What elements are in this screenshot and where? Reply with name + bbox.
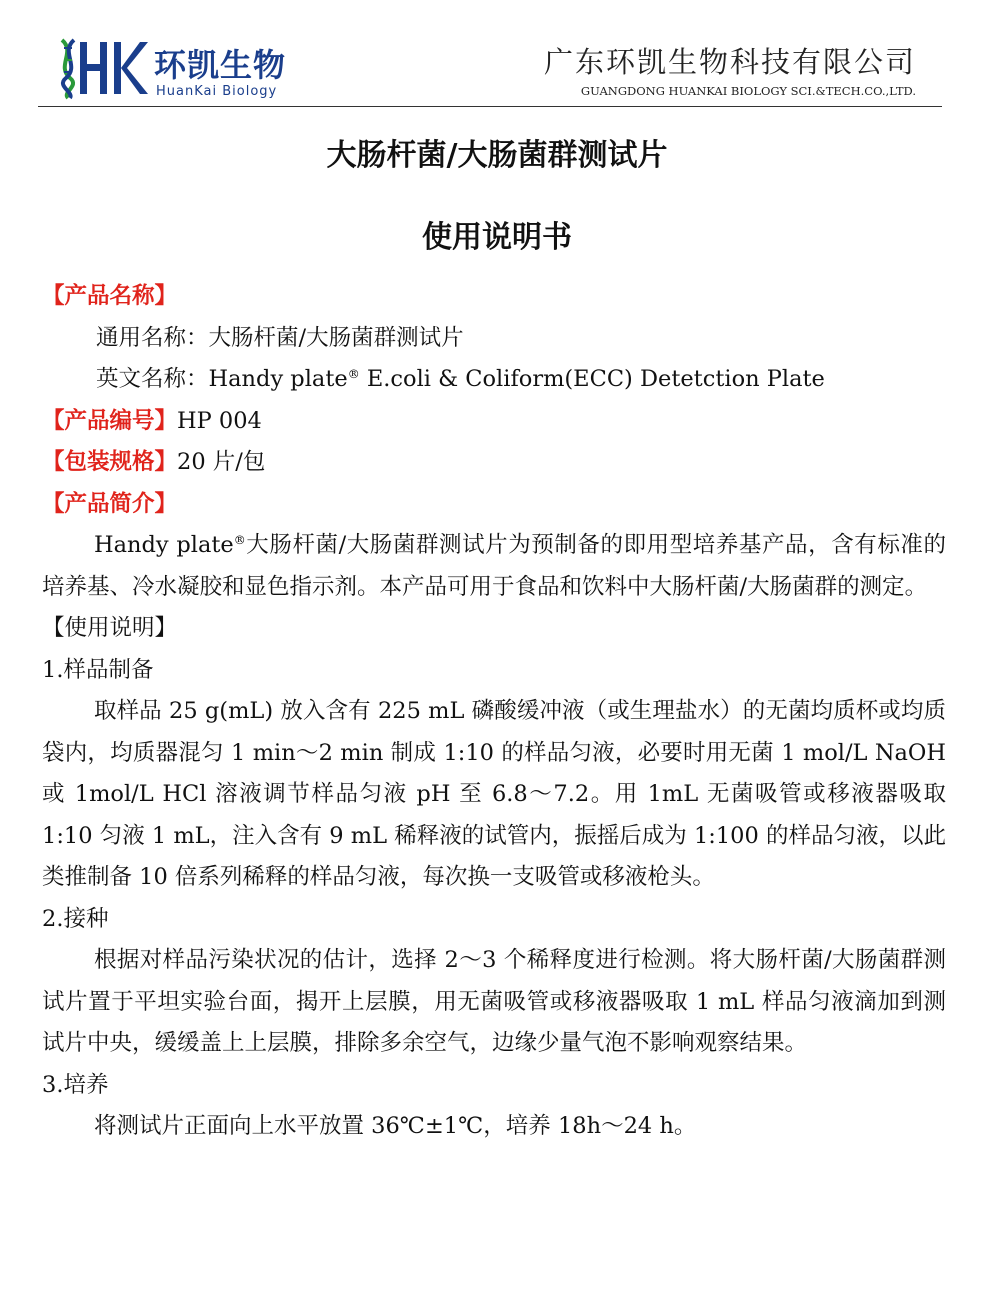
document-body [42,276,946,1148]
registered-mark: ® [233,533,246,547]
product-code-value: HP 004 [177,407,262,434]
section-paragraph: 将测试片正面向上水平放置 36℃±1℃，培养 18h～24 h。 [94,1113,697,1139]
document-subtitle: 使用说明书 [422,220,572,255]
header-divider [38,106,942,107]
intro-text: 大肠杆菌/大肠菌群测试片为预制备的即用型培养基产品，含有标准的培养基、冷水凝胶和显色指示剂。本产品可用于食品和饮料中大肠杆菌/大肠菌群的测定。 [42,532,946,600]
usage-heading: 【使用说明】 [42,615,178,641]
packaging-value: 20 片/包 [177,449,266,475]
intro-paragraph [42,525,946,608]
english-name-rest: E.coli & Coliform(ECC) Detetction Plate [359,366,825,392]
section-label: 【产品编号】 [42,407,178,434]
section-heading: 1.样品制备 [42,656,154,683]
section-paragraph: 根据对样品污染状况的估计，选择 2～3 个稀释度进行检测。将大肠杆菌/大肠菌群测试片置于平坦实验台面，揭开上层膜，用无菌吸管或移液器吸取 1 mL 样品匀液滴加到测试片中央，缓缓盖上上层膜，排除多余空气，边缘少量气泡不影响观察结果。 [42,947,946,1056]
document-title: 大肠杆菌/大肠菌群测试片 [326,138,668,173]
intro-brand: Handy plate [94,532,234,558]
section-paragraph: 取样品 25 g(mL) 放入含有 225 mL 磷酸缓冲液（或生理盐水）的无菌均质杯或均质袋内，均质器混匀 1 min～2 min 制成 1:10 的样品匀液，必要时用无菌 1 mol/L NaOH 或 1mol/L HCl 溶液调节样品匀液 pH 至 6.8～7.2。用 1mL 无菌吸管或移液器吸取 1:10 匀液 1 mL，注入含有 9 mL 稀释液的试管内，振摇后成为 1:100 的样品匀液，以此类推制备 10 倍系列稀释的样品匀液，每次换一支吸管或移液枪头。 [42,698,946,890]
section-label: 【包装规格】 [42,449,178,475]
logo-english-name: HuanKai Biology [156,84,278,99]
company-logo [56,32,316,108]
company-name-chinese: 广东环凯生物科技有限公司 [543,45,916,79]
section-label: 【产品名称】 [42,283,178,309]
intro-heading [42,484,946,526]
company-name-english: GUANGDONG HUANKAI BIOLOGY SCI.&TECH.CO.,LTD. [580,84,916,98]
english-name-brand: Handy plate [208,366,348,392]
product-name-heading [42,276,946,318]
logo-mark-icon [56,36,152,100]
generic-name-value: 大肠杆菌/大肠菌群测试片 [208,324,464,351]
packaging-row [42,442,946,484]
generic-name-row [42,318,946,360]
section-label: 【产品简介】 [42,490,178,517]
page-header [0,0,994,110]
english-name-row [42,359,946,401]
product-code-row [42,401,946,443]
section-heading: 2.接种 [42,905,109,932]
logo-chinese-name: 环凯生物 [154,46,287,84]
registered-mark: ® [347,367,360,381]
english-name-label: 英文名称： [96,366,209,392]
section-heading: 3.培养 [42,1071,109,1098]
generic-name-label: 通用名称： [96,324,209,351]
